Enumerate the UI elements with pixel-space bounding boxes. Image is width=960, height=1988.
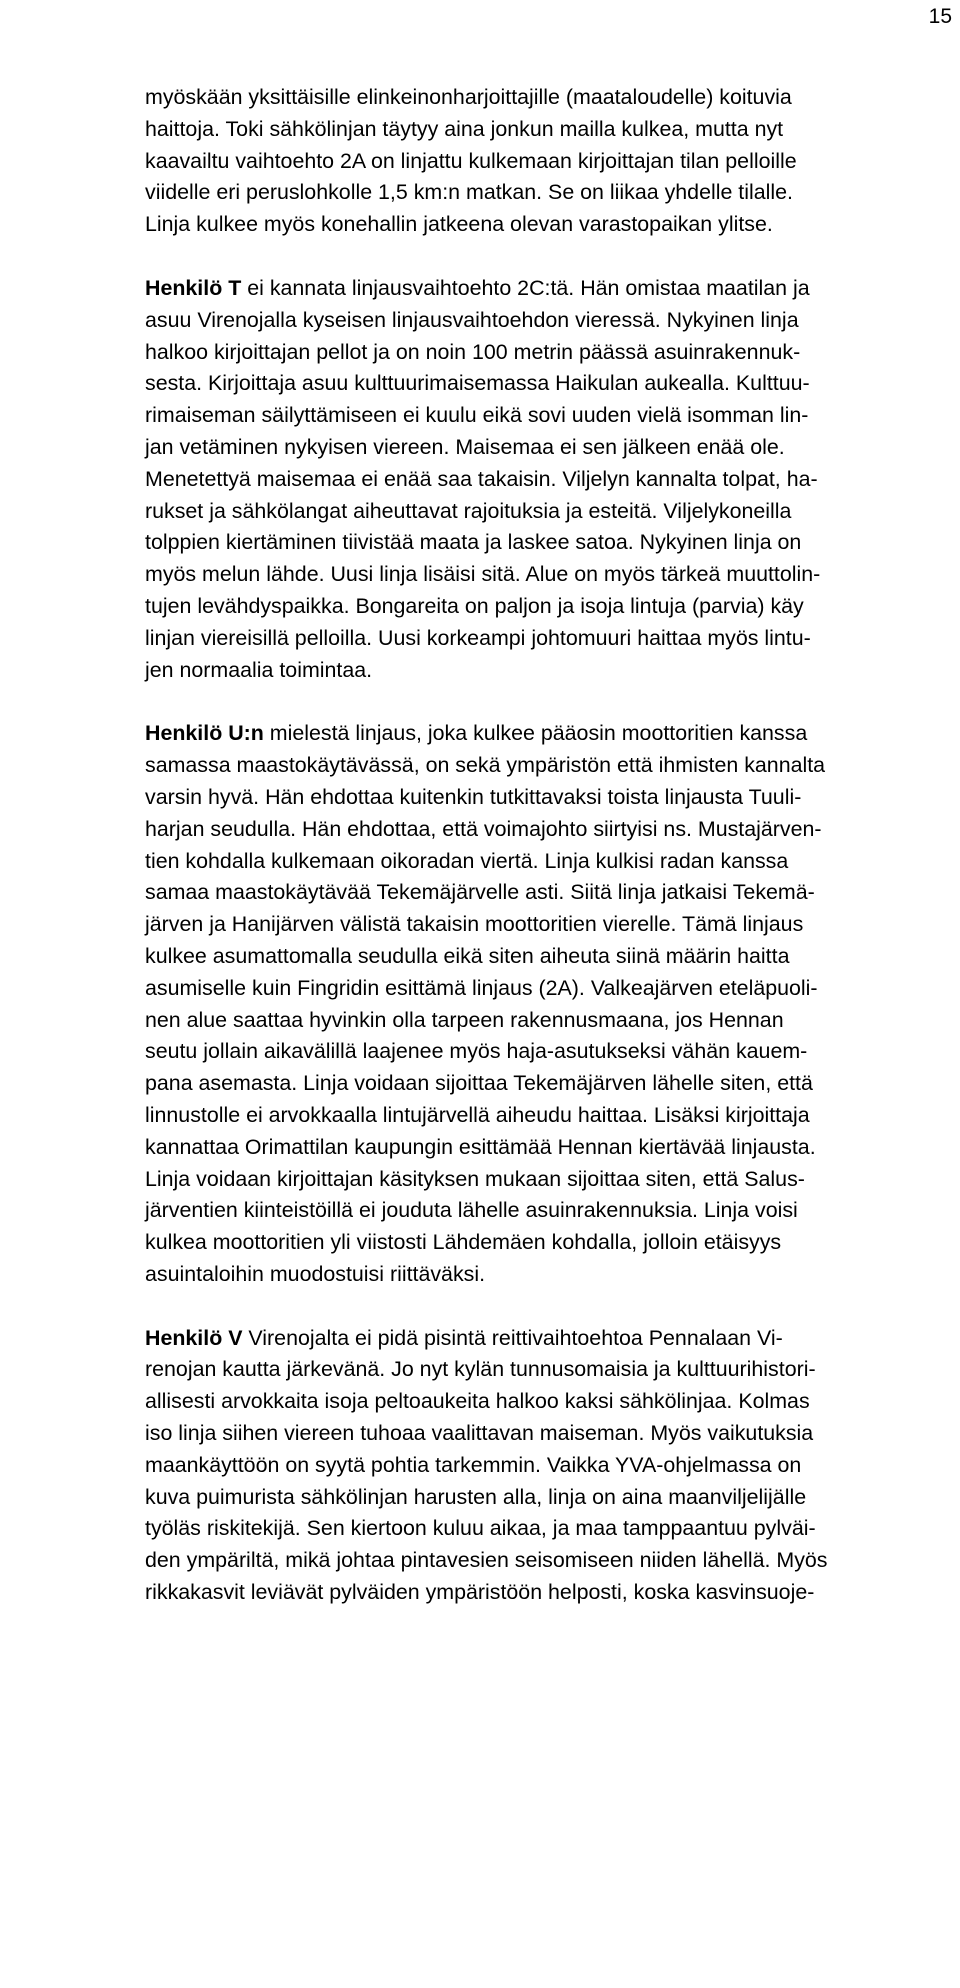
text-segment: järventien kiinteistöillä ei jouduta lähelle asuinrakennuksia. Linja voisi — [145, 1198, 798, 1223]
text-line — [145, 1005, 953, 1037]
paragraph — [145, 273, 953, 686]
text-line — [145, 973, 953, 1005]
text-line — [145, 1100, 953, 1132]
text-segment: samaa maastokäytävää Tekemäjärvelle asti. Siitä linja jatkaisi Tekemä- — [145, 880, 815, 905]
text-line — [145, 846, 953, 878]
text-line — [145, 527, 953, 559]
text-line — [145, 337, 953, 369]
text-segment: varsin hyvä. Hän ehdottaa kuitenkin tutkittavaksi toista linjausta Tuuli- — [145, 784, 802, 809]
paragraph — [145, 718, 953, 1290]
text-line — [145, 1418, 953, 1450]
text-line — [145, 146, 953, 178]
text-line — [145, 559, 953, 591]
text-line — [145, 1354, 953, 1386]
text-segment: rikkakasvit leviävät pylväiden ympäristöön helposti, koska kasvinsuoje- — [145, 1580, 815, 1605]
text-segment: mielestä linjaus, joka kulkee pääosin moottoritien kanssa — [263, 721, 808, 746]
text-line — [145, 877, 953, 909]
text-line — [145, 1227, 953, 1259]
text-line — [145, 1132, 953, 1164]
text-line — [145, 1482, 953, 1514]
text-segment: järven ja Hanijärven välistä takaisin moottoritien vierelle. Tämä linjaus — [145, 912, 804, 937]
text-segment: kulkea moottoritien yli viistosti Lähdemäen kohdalla, jolloin etäisyys — [145, 1230, 782, 1255]
person-label: Henkilö U:n — [145, 721, 264, 746]
text-segment: rimaiseman säilyttämiseen ei kuulu eikä sovi uuden vielä isomman lin- — [145, 403, 809, 428]
text-segment: Linja voidaan kirjoittajan käsityksen mukaan sijoittaa siten, että Salus- — [145, 1166, 805, 1191]
text-segment: asumiselle kuin Fingridin esittämä linjaus (2A). Valkeajärven eteläpuoli- — [145, 975, 818, 1000]
text-line — [145, 368, 953, 400]
text-segment: myös melun lähde. Uusi linja lisäisi sitä. Alue on myös tärkeä muuttolin- — [145, 562, 821, 587]
text-line — [145, 1259, 953, 1291]
person-label: Henkilö T — [145, 275, 242, 300]
text-segment: den ympäriltä, mikä johtaa pintavesien seisomiseen niiden lähellä. Myös — [145, 1548, 828, 1573]
text-line — [145, 1545, 953, 1577]
text-segment: pana asemasta. Linja voidaan sijoittaa Tekemäjärven lähelle siten, että — [145, 1071, 813, 1096]
text-line — [145, 655, 953, 687]
text-line — [145, 464, 953, 496]
text-segment: tolppien kiertäminen tiivistää maata ja laskee satoa. Nykyinen linja on — [145, 530, 802, 555]
text-segment: iso linja siihen viereen tuhoaa vaalittavan maiseman. Myös vaikutuksia — [145, 1421, 814, 1446]
text-segment: Linja kulkee myös konehallin jatkeena olevan varastopaikan ylitse. — [145, 212, 773, 237]
text-segment: Virenojalta ei pidä pisintä reittivaihtoehtoa Pennalaan Vi- — [242, 1325, 783, 1350]
text-segment: ei kannata linjausvaihtoehto 2C:tä. Hän omistaa maatilan ja — [241, 275, 810, 300]
text-line — [145, 305, 953, 337]
text-line — [145, 782, 953, 814]
text-line — [145, 400, 953, 432]
text-line — [145, 114, 953, 146]
text-segment: kannattaa Orimattilan kaupungin esittämää Hennan kiertävää linjausta. — [145, 1134, 816, 1159]
text-segment: tujen levähdyspaikka. Bongareita on paljon ja isoja lintuja (parvia) käy — [145, 593, 804, 618]
paragraph — [145, 82, 953, 241]
text-segment: tien kohdalla kulkemaan oikoradan viertä. Linja kulkisi radan kanssa — [145, 848, 789, 873]
text-line — [145, 209, 953, 241]
text-line — [145, 1036, 953, 1068]
text-line — [145, 82, 953, 114]
text-line — [145, 1164, 953, 1196]
text-line — [145, 1068, 953, 1100]
text-line — [145, 718, 953, 750]
text-segment: haittoja. Toki sähkölinjan täytyy aina jonkun mailla kulkea, mutta nyt — [145, 116, 784, 141]
text-line — [145, 591, 953, 623]
text-segment: sesta. Kirjoittaja asuu kulttuurimaisemassa Haikulan aukealla. Kulttuu- — [145, 371, 810, 396]
text-segment: jan vetäminen nykyisen viereen. Maisemaa ei sen jälkeen enää ole. — [145, 434, 785, 459]
text-line — [145, 1386, 953, 1418]
text-segment: asuu Virenojalla kyseisen linjausvaihtoehdon vieressä. Nykyinen linja — [145, 307, 799, 332]
text-segment: työläs riskitekijä. Sen kiertoon kuluu aikaa, ja maa tamppaantuu pylväi- — [145, 1516, 816, 1541]
text-segment: kuva puimurista sähkölinjan harusten alla, linja on aina maanviljelijälle — [145, 1484, 807, 1509]
text-segment: renojan kautta järkevänä. Jo nyt kylän tunnusomaisia ja kulttuurihistori- — [145, 1357, 816, 1382]
text-segment: linjan viereisillä pelloilla. Uusi korkeampi johtomuuri haittaa myös lintu- — [145, 625, 811, 650]
text-line — [145, 496, 953, 528]
text-segment: jen normaalia toimintaa. — [145, 657, 373, 682]
text-segment: allisesti arvokkaita isoja peltoaukeita halkoo kaksi sähkölinjaa. Kolmas — [145, 1389, 810, 1414]
text-segment: halkoo kirjoittajan pellot ja on noin 100 metrin päässä asuinrakennuk- — [145, 339, 801, 364]
text-line — [145, 1450, 953, 1482]
text-segment: kulkee asumattomalla seudulla eikä siten aiheuta siinä määrin haitta — [145, 943, 790, 968]
text-segment: nen alue saattaa hyvinkin olla tarpeen rakennusmaana, jos Hennan — [145, 1007, 784, 1032]
page-number: 15 — [928, 5, 952, 28]
person-label: Henkilö V — [145, 1325, 243, 1350]
text-segment: harjan seudulla. Hän ehdottaa, että voimajohto siirtyisi ns. Mustajärven- — [145, 816, 822, 841]
text-line — [145, 814, 953, 846]
text-segment: rukset ja sähkölangat aiheuttavat rajoituksia ja esteitä. Viljelykoneilla — [145, 498, 792, 523]
text-line — [145, 941, 953, 973]
text-line — [145, 909, 953, 941]
text-segment: myöskään yksittäisille elinkeinonharjoittajille (maataloudelle) koituvia — [145, 85, 792, 109]
text-segment: Menetettyä maisemaa ei enää saa takaisin. Viljelyn kannalta tolpat, ha- — [145, 466, 818, 491]
body-text — [145, 82, 953, 1609]
text-line — [145, 623, 953, 655]
text-line — [145, 1195, 953, 1227]
text-line — [145, 1323, 953, 1355]
text-line — [145, 1577, 953, 1609]
text-segment: asuintaloihin muodostuisi riittäväksi. — [145, 1261, 486, 1286]
paragraph — [145, 1323, 953, 1609]
text-line — [145, 432, 953, 464]
text-line — [145, 1513, 953, 1545]
text-segment: samassa maastokäytävässä, on sekä ympäristön että ihmisten kannalta — [145, 753, 826, 778]
text-segment: maankäyttöön on syytä pohtia tarkemmin. Vaikka YVA-ohjelmassa on — [145, 1452, 802, 1477]
text-segment: linnustolle ei arvokkaalla lintujärvellä aiheudu haittaa. Lisäksi kirjoittaja — [145, 1102, 810, 1127]
text-line — [145, 750, 953, 782]
text-segment: seutu jollain aikavälillä laajenee myös haja-asutukseksi vähän kauem- — [145, 1039, 808, 1064]
text-segment: viidelle eri peruslohkolle 1,5 km:n matkan. Se on liikaa yhdelle tilalle. — [145, 180, 793, 205]
text-segment: kaavailtu vaihtoehto 2A on linjattu kulkemaan kirjoittajan tilan pelloille — [145, 148, 797, 173]
text-line — [145, 177, 953, 209]
text-line — [145, 273, 953, 305]
